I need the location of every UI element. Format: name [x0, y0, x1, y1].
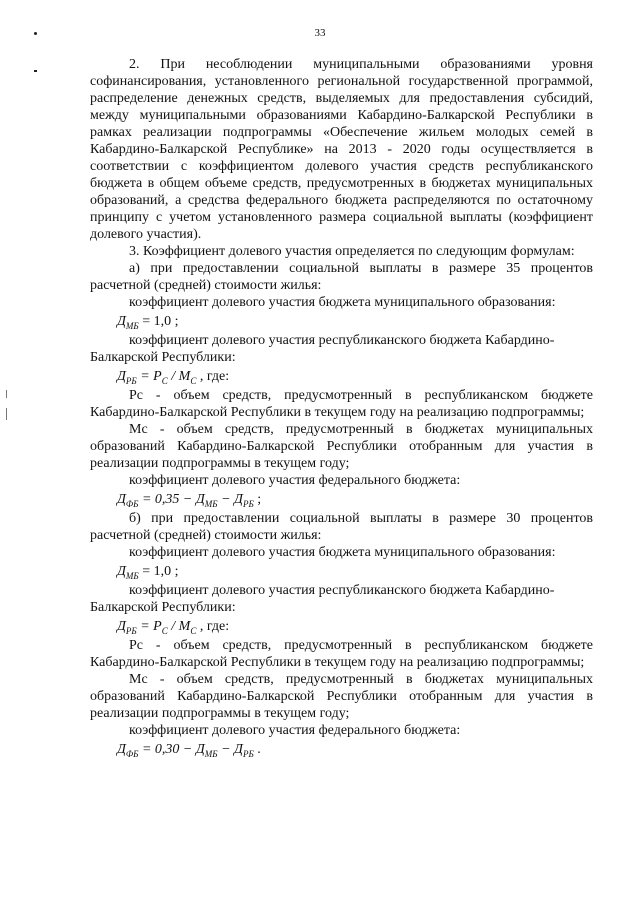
section-b-municipal-label: коэффициент долевого участия бюджета муниципального образования: — [129, 545, 556, 560]
scan-mark — [34, 70, 37, 72]
page-number: 33 — [314, 27, 326, 39]
document-body — [90, 56, 593, 760]
paragraph-3: 3. Коэффициент долевого участия определяется по следующим формулам: — [129, 244, 575, 259]
formula-b-republic: $Д_{РБ} = P_С / M_С$ , где: — [117, 619, 230, 636]
section-a-federal-label: коэффициент долевого участия федерального бюджета: — [129, 473, 461, 488]
section-a-republic-label: коэффициент долевого участия республиканского бюджета Кабардино-Балкарской Республики: — [90, 333, 555, 365]
section-a-intro: а) при предоставлении социальной выплаты в размере 35 процентов расчетной (средней) стоимости жилья: — [90, 261, 593, 293]
section-b-intro: б) при предоставлении социальной выплаты в размере 30 процентов расчетной (средней) стоимости жилья: — [90, 511, 593, 543]
binding-mark — [6, 390, 7, 398]
binding-mark — [6, 408, 7, 420]
section-b-mc-definition: Mс - объем средств, предусмотренный в бюджетах муниципальных образований Кабардино-Балкарской Республики отобранным для участия в реализации подпрограммы в текущем году; — [90, 672, 593, 721]
section-b-pc-definition: Pс - объем средств, предусмотренный в республиканском бюджете Кабардино-Балкарской Республики в текущем году на реализацию подпрограммы; — [90, 638, 593, 670]
formula-a-municipal: $Д_{МБ} = 1,0$ ; — [117, 314, 179, 331]
paragraph-2: 2. При несоблюдении муниципальными образованиями уровня софинансирования, установленного региональной государственной программой, распределение денежных средств, выделяемых для предоставления субсидий, между муниципальными образованиями Кабардино-Балкарской Республики в рамках реализации подпрограммы «Обеспечение жильем молодых семей в Кабардино-Балкарской Республике» на 2013 - 2020 годы осуществляется в соответствии с коэффициентом долевого участия средств республиканского бюджета в общем объеме средств, предусмотренных в бюджетах муниципальных образований, а средства федерального бюджета распределяются по остаточному принципу с учетом установленного размера социальной выплаты (коэффициент долевого участия). — [90, 57, 593, 242]
formula-a-republic: $Д_{РБ} = P_С / M_С$ , где: — [117, 369, 230, 386]
section-a-pc-definition: Pс - объем средств, предусмотренный в республиканском бюджете Кабардино-Балкарской Республики в текущем году на реализацию подпрограммы; — [90, 388, 593, 420]
scan-mark — [34, 32, 37, 35]
formula-b-federal: $Д_{ФБ} = 0,30 - Д_{МБ} - Д_{РБ}$ . — [117, 742, 261, 759]
section-b-republic-label: коэффициент долевого участия республиканского бюджета Кабардино-Балкарской Республики: — [90, 583, 555, 615]
section-a-mc-definition: Mс - объем средств, предусмотренный в бюджетах муниципальных образований Кабардино-Балкарской Республики отобранным для участия в реализации подпрограммы в текущем году; — [90, 422, 593, 471]
formula-a-federal: $Д_{ФБ} = 0,35 - Д_{МБ} - Д_{РБ}$ ; — [117, 492, 262, 509]
section-a-municipal-label: коэффициент долевого участия бюджета муниципального образования: — [129, 295, 556, 310]
section-b-federal-label: коэффициент долевого участия федерального бюджета: — [129, 723, 461, 738]
formula-b-municipal: $Д_{МБ} = 1,0$ ; — [117, 564, 179, 581]
